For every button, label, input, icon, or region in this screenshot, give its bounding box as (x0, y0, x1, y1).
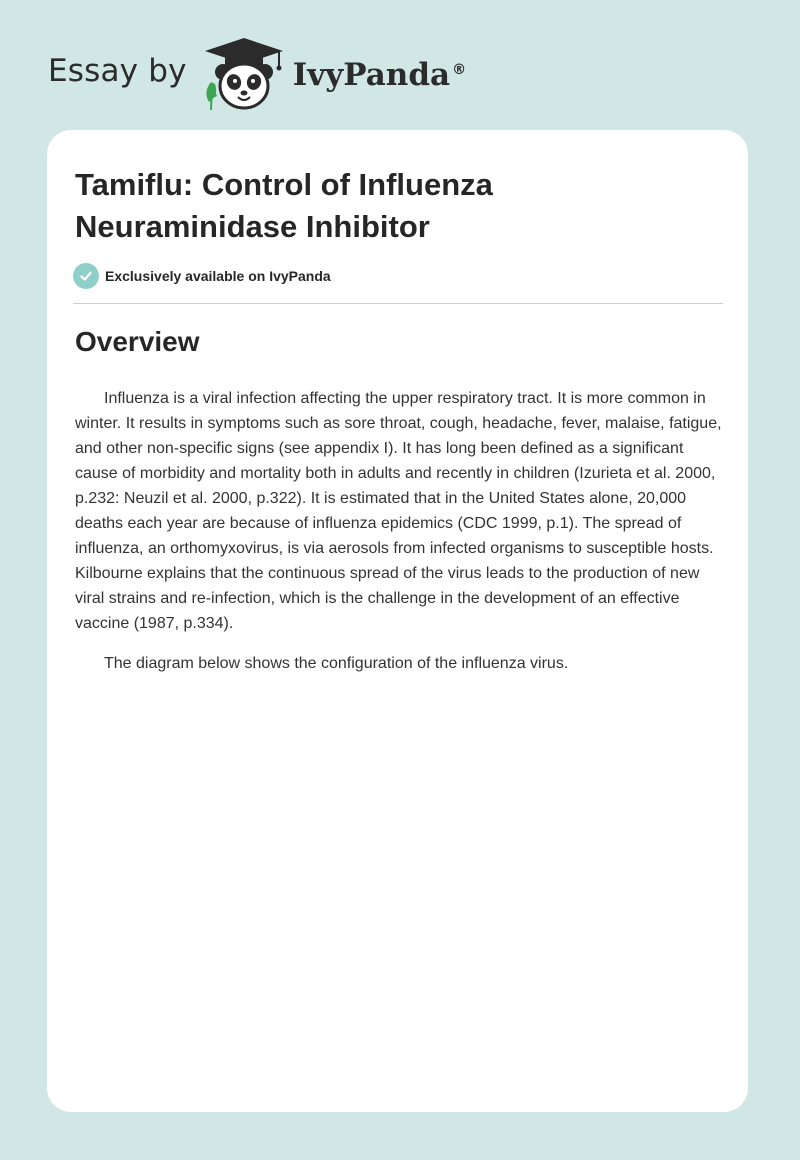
section-heading-overview: Overview (75, 326, 200, 357)
check-circle-icon (73, 263, 99, 289)
brand-header[interactable] (48, 34, 466, 114)
registered-mark: ® (452, 61, 467, 78)
title-divider (73, 303, 723, 304)
panda-graduate-icon (201, 34, 287, 114)
paragraph: Influenza is a viral infection affecting the upper respiratory tract. It is more common in winter. It results in symptoms such as sore throat, cough, headache, fever, malaise, fatigue, and other non-specific signs (see appendix I). It has long been defined as a significant cause of morbidity and mortality both in adults and recently in children (Izurieta et al. 2000, p.232: Neuzil et al. 2000, p.322). It is estimated that in the United States alone, 20,000 deaths each year are because of influenza epidemics (CDC 1999, p.1). The spread of influenza, an orthomyxovirus, is via aerosols from infected organisms to susceptible hosts. Kilbourne explains that the continuous spread of the virus leads to the production of new viral strains and re-infection, which is the challenge in the development of an effective vaccine (1987, p.334). (75, 390, 722, 632)
essay-title: Tamiflu: Control of Influenza Neuraminidase Inhibitor (75, 167, 493, 244)
essay-card (47, 130, 748, 1112)
brand-prefix: Essay by (48, 53, 187, 89)
exclusive-label: Exclusively available on IvyPanda (105, 268, 331, 284)
brand-name: IvyPanda ® (292, 57, 467, 93)
exclusive-badge (73, 263, 331, 289)
paragraph: The diagram below shows the configuration of the influenza virus. (104, 655, 569, 672)
essay-body (75, 386, 723, 691)
